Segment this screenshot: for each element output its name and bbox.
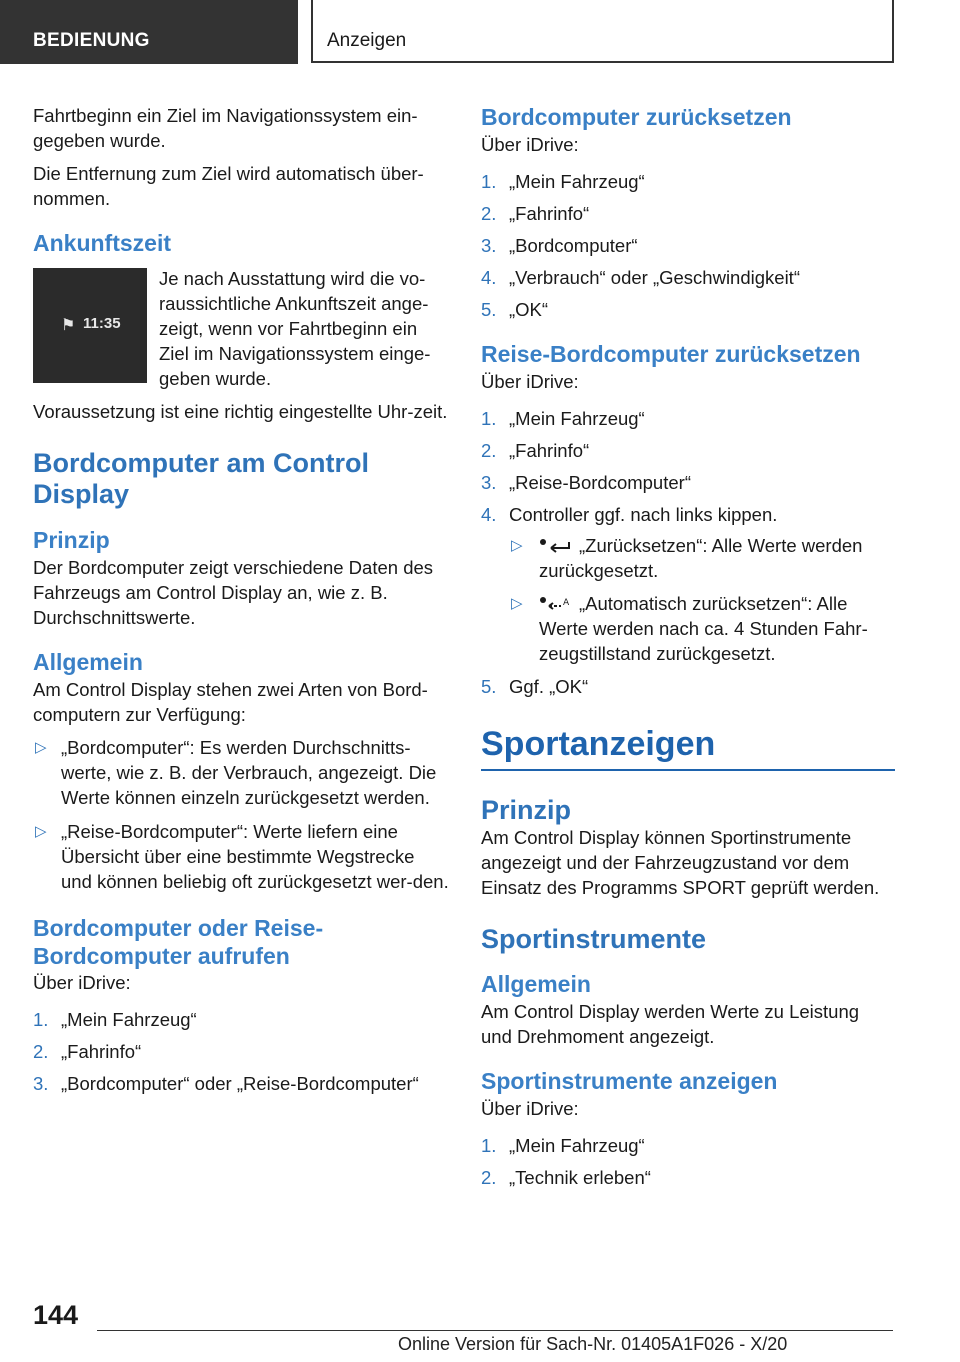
list-item: ▷ „Reise-Bordcomputer“: Werte liefern eine Übersicht über eine bestimmte Wegstrecke und können beliebig oft zurückgesetzt wer-den. bbox=[35, 821, 449, 892]
list-item: 2. „Fahrinfo“ bbox=[481, 203, 590, 224]
footer-text: Online Version für Sach-Nr. 01405A1F026 - X/20 bbox=[398, 1334, 788, 1354]
eta-display-image bbox=[33, 268, 147, 383]
list-item: ▷ „Bordcomputer“: Es werden Durchschnitts-werte, wie z. B. der Verbrauch, angezeigt. Die Werte können einzeln zurückgesetzt werden. bbox=[35, 737, 437, 808]
paragraph: Am Control Display können Sportinstrumente angezeigt und der Fahrzeugzustand vor dem Einsatz des Programms SPORT geprüft werden. bbox=[481, 827, 880, 898]
heading-reset: Bordcomputer zurücksetzen bbox=[481, 104, 792, 130]
heading-allgemein: Allgemein bbox=[481, 971, 591, 997]
reset-arrow-icon bbox=[539, 538, 573, 556]
list-item: ▷ „Zurücksetzen“: Alle Werte werden zurückgesetzt. bbox=[511, 535, 863, 581]
step-list bbox=[481, 406, 895, 699]
paragraph: Über iDrive: bbox=[481, 1098, 579, 1119]
list-item: 2. „Technik erleben“ bbox=[481, 1167, 651, 1188]
sub-bullet-list bbox=[509, 533, 895, 666]
heading-prinzip: Prinzip bbox=[481, 795, 572, 825]
chapter-heading-block bbox=[481, 723, 895, 771]
list-item: 1. „Mein Fahrzeug“ bbox=[481, 171, 645, 192]
triangle-bullet-icon: ▷ bbox=[511, 537, 523, 554]
list-item: 5. „OK“ bbox=[481, 299, 549, 320]
paragraph: Über iDrive: bbox=[481, 371, 579, 392]
list-item: ▷ A „Automatisch zurücksetzen“: Alle Werte werden nach ca. 4 Stunden Fahr-zeugstillstand zurückgesetzt. bbox=[511, 593, 868, 664]
paragraph: Je nach Ausstattung wird die vo-raussichtliche Ankunftszeit ange-zeigt, wenn vor Fahrtbeginn ein Ziel im Navigationssystem einge-geben wurde. bbox=[159, 268, 431, 389]
heading-anzeigen: Sportinstrumente anzeigen bbox=[481, 1068, 778, 1094]
eta-block bbox=[33, 266, 449, 391]
list-item: 3. „Reise-Bordcomputer“ bbox=[481, 472, 691, 493]
chapter-tab bbox=[311, 0, 894, 63]
paragraph: Am Control Display werden Werte zu Leistung und Drehmoment angezeigt. bbox=[481, 1001, 860, 1047]
heading-sportinstrumente: Sportinstrumente bbox=[481, 924, 707, 954]
svg-text:A: A bbox=[563, 598, 570, 609]
page-number: 144 bbox=[33, 1300, 79, 1330]
paragraph: Am Control Display stehen zwei Arten von Bord-computern zur Verfügung: bbox=[33, 679, 428, 725]
auto-reset-icon bbox=[539, 596, 573, 614]
triangle-bullet-icon: ▷ bbox=[511, 595, 523, 612]
bullet-list bbox=[33, 735, 449, 894]
chapter-label: Anzeigen bbox=[327, 30, 407, 51]
step-list bbox=[481, 1133, 895, 1190]
list-item: 1. „Mein Fahrzeug“ bbox=[33, 1009, 197, 1030]
footer-divider bbox=[97, 1330, 893, 1331]
list-item: 1. „Mein Fahrzeug“ bbox=[481, 1135, 645, 1156]
heading-allgemein: Allgemein bbox=[33, 649, 143, 675]
paragraph: Die Entfernung zum Ziel wird automatisch über-nommen. bbox=[33, 163, 424, 209]
triangle-bullet-icon: ▷ bbox=[35, 823, 47, 840]
triangle-bullet-icon: ▷ bbox=[35, 739, 47, 756]
heading-prinzip: Prinzip bbox=[33, 527, 110, 553]
list-item: 3. „Bordcomputer“ bbox=[481, 235, 638, 256]
heading-bordcomputer: Bordcomputer am Control Display bbox=[33, 448, 370, 509]
right-column bbox=[481, 103, 895, 1198]
heading-sportanzeigen: Sportanzeigen bbox=[481, 725, 716, 763]
paragraph: Der Bordcomputer zeigt verschiedene Daten des Fahrzeugs am Control Display an, wie z. B. Durchschnittswerte. bbox=[33, 557, 434, 628]
eta-time: 11:35 bbox=[83, 315, 121, 332]
paragraph: Über iDrive: bbox=[33, 972, 131, 993]
list-item: 3. „Bordcomputer“ oder „Reise-Bordcomputer“ bbox=[33, 1073, 419, 1094]
section-label: BEDIENUNG bbox=[33, 30, 150, 51]
paragraph: Voraussetzung ist eine richtig eingestellte Uhr-zeit. bbox=[33, 401, 448, 422]
heading-aufrufen: Bordcomputer oder Reise-Bordcomputer aufrufen bbox=[33, 915, 324, 969]
section-tab bbox=[0, 0, 298, 64]
left-column bbox=[33, 103, 449, 1104]
heading-reise-reset: Reise-Bordcomputer zurücksetzen bbox=[481, 341, 861, 367]
list-item: 4. Controller ggf. nach links kippen. ▷ „Zurücksetzen“: Alle Werte werden zurückgesetzt. ▷ A „Automatisch zurücksetzen“: Alle Werte werden nach ca. 4 Stunden Fahr-zeugstillstand zurückgesetzt. bbox=[481, 502, 895, 666]
heading-ankunftszeit: Ankunftszeit bbox=[33, 230, 171, 256]
list-item: 1. „Mein Fahrzeug“ bbox=[481, 408, 645, 429]
paragraph: Über iDrive: bbox=[481, 134, 579, 155]
list-item: 5. Ggf. „OK“ bbox=[481, 676, 589, 697]
list-item: 2. „Fahrinfo“ bbox=[481, 440, 590, 461]
step-list bbox=[481, 169, 895, 322]
list-item: 4. „Verbrauch“ oder „Geschwindigkeit“ bbox=[481, 267, 800, 288]
step-list bbox=[33, 1007, 449, 1096]
paragraph: Fahrtbeginn ein Ziel im Navigationssystem ein-gegeben wurde. bbox=[33, 105, 418, 151]
destination-flag-icon: ⚑ bbox=[61, 317, 76, 334]
list-item: 2. „Fahrinfo“ bbox=[33, 1041, 142, 1062]
